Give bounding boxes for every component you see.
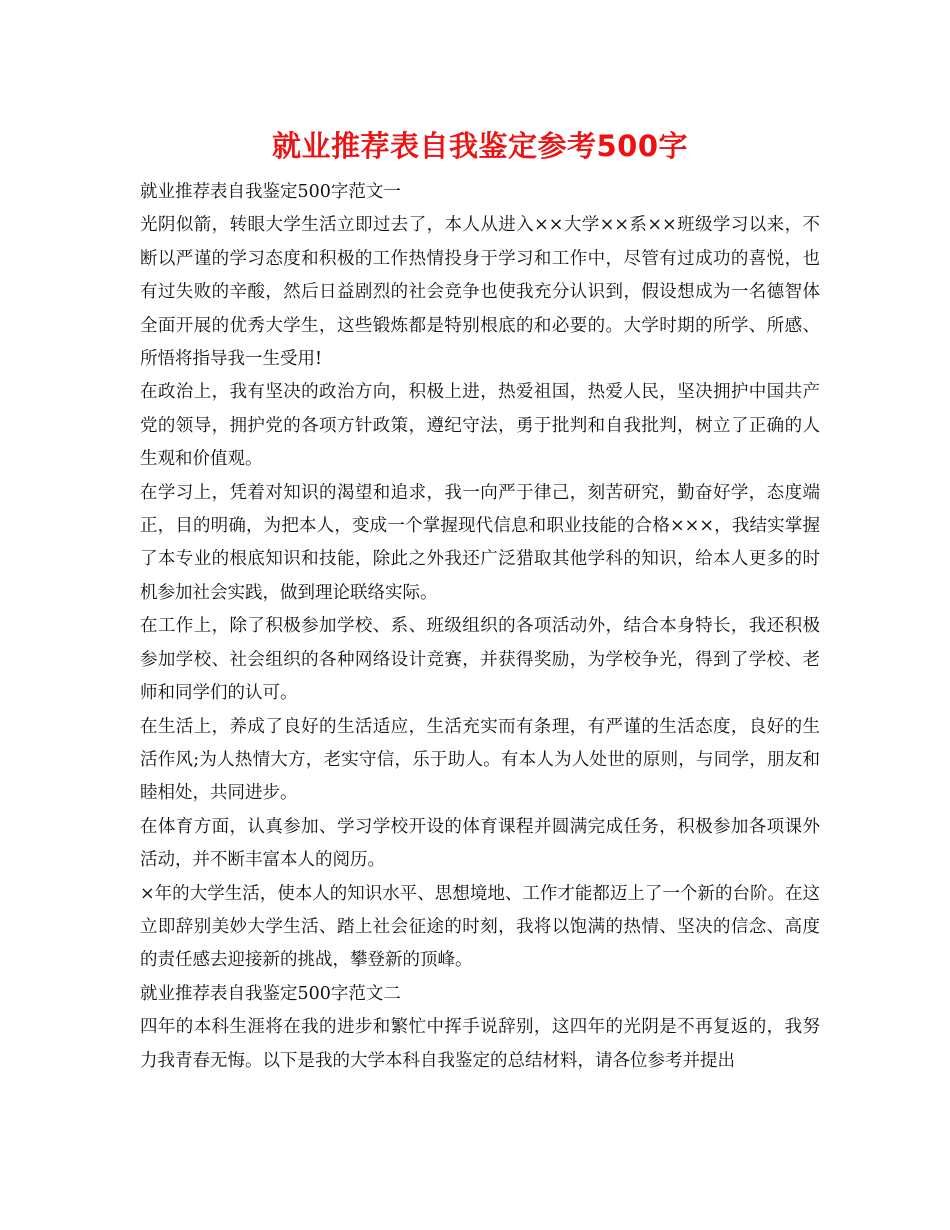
body-paragraph: 四年的本科生涯将在我的进步和繁忙中挥手说辞别，这四年的光阴是不再复返的，我努力我青春无悔。以下是我的大学本科自我鉴定的总结材料，请各位参考并提出 <box>140 1017 820 1071</box>
document-body <box>140 176 820 1078</box>
section-heading: 就业推荐表自我鉴定500字范文二 <box>140 983 401 1004</box>
body-paragraph: 在政治上，我有坚决的政治方向，积极上进，热爱祖国，热爱人民，坚决拥护中国共产党的领导，拥护党的各项方针政策，遵纪守法，勇于批判和自我批判，树立了正确的人生观和价值观。 <box>140 382 820 470</box>
section-heading: 就业推荐表自我鉴定500字范文一 <box>140 182 401 202</box>
body-paragraph: 在体育方面，认真参加、学习学校开设的体育课程并圆满完成任务，积极参加各项课外活动，并不断丰富本人的阅历。 <box>140 816 820 871</box>
body-paragraph: 在生活上，养成了良好的生活适应，生活充实而有条理，有严谨的生活态度，良好的生活作风;为人热情大方，老实守信，乐于助人。有本人为人处世的原则，与同学，朋友和睦相处，共同进步。 <box>140 716 820 804</box>
document-title: 就业推荐表自我鉴定参考500字 <box>271 129 689 163</box>
body-paragraph: 光阴似箭，转眼大学生活立即过去了，本人从进入××大学××系××班级学习以来，不断以严谨的学习态度和积极的工作热情投身于学习和工作中，尽管有过成功的喜悦，也有过失败的辛酸，然后日益剧烈的社会竞争也使我充分认识到，假设想成为一名德智体全面开展的优秀大学生，这些锻炼都是特别根底的和必要的。大学时期的所学、所感、所悟将指导我一生受用! <box>140 215 820 370</box>
body-paragraph: ×年的大学生活，使本人的知识水平、思想境地、工作才能都迈上了一个新的台阶。在这立即辞别美妙大学生活、踏上社会征途的时刻，我将以饱满的热情、坚决的信念、高度的责任感去迎接新的挑战，攀登新的顶峰。 <box>140 883 820 971</box>
body-paragraph: 在学习上，凭着对知识的渴望和追求，我一向严于律己，刻苦研究，勤奋好学，态度端正，目的明确，为把本人，变成一个掌握现代信息和职业技能的合格×××，我结实掌握了本专业的根底知识和技能，除此之外我还广泛猎取其他学科的知识，给本人更多的时机参加社会实践，做到理论联络实际。 <box>140 482 820 603</box>
body-paragraph: 在工作上，除了积极参加学校、系、班级组织的各项活动外，结合本身特长，我还积极参加学校、社会组织的各种网络设计竞赛，并获得奖励，为学校争光，得到了学校、老师和同学们的认可。 <box>140 616 820 704</box>
